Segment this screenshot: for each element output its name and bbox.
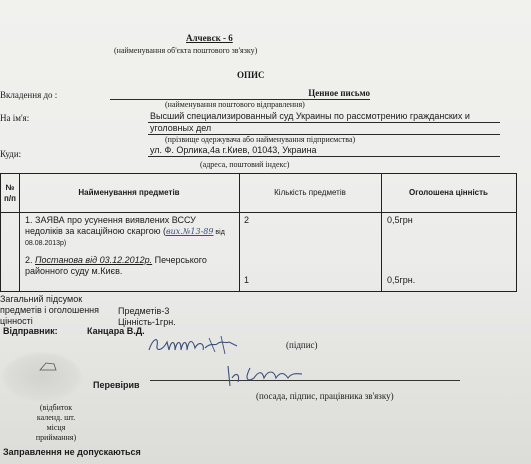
row-1-count: 2 — [244, 215, 250, 225]
attachment-label: Вкладення до : — [0, 90, 58, 100]
row-2-suffix: Печерського — [152, 255, 207, 265]
header-number-line-1: № — [5, 183, 15, 192]
attachment-caption: (найменування поштового відправлення) — [165, 100, 305, 109]
recipient-line-1: Высший специализированный суд Украины по рассмотрению гражданских и — [148, 111, 500, 123]
document-title: ОПИС — [237, 70, 265, 80]
row-1-line-2 — [25, 226, 225, 238]
row-2-prefix: 2. — [25, 255, 36, 265]
attachment-value: Ценное письмо — [110, 88, 370, 100]
row-2-underlined: Постанова від 03.12.2012р. — [35, 255, 153, 265]
sender-label: Відправник: — [3, 326, 58, 336]
row-1-line-3: 08.08.2013р) — [25, 240, 67, 247]
summary-label — [0, 294, 99, 327]
stamp-mark-icon — [38, 360, 58, 374]
row-1-line-2-prefix: недоліків за касаційною скаргою ( — [25, 226, 166, 236]
summary-value-total: Цінність-1грн. — [118, 317, 176, 327]
summary-line-2: предметів і оголошення — [0, 305, 100, 315]
row-1-line-1: 1. ЗАЯВА про усунення виявлених ВССУ — [25, 215, 196, 225]
checked-caption: (посада, підпис, працівника зв'язку) — [256, 391, 394, 401]
row-1-handwritten-ref: вих.№13-89 — [165, 227, 214, 236]
summary-line-3: цінності — [0, 316, 33, 326]
stamp-caption-line-1: (відбиток — [39, 403, 73, 412]
stamp-caption-line-2: календ. шт. — [36, 413, 76, 422]
items-table — [0, 173, 517, 292]
recipient-caption: (прізвище одержувача або найменування підприємства) — [165, 135, 356, 144]
header-value: Оголошена цінність — [409, 188, 488, 197]
stamp-caption-line-3: місця — [46, 423, 66, 432]
sender-signature-icon — [145, 330, 265, 358]
row-2-count: 1 — [244, 275, 250, 285]
stamp-caption — [26, 403, 86, 443]
footer-note: Заправлення не допускаються — [3, 447, 141, 457]
table-row — [25, 255, 207, 277]
row-2-value: 0,5грн. — [387, 275, 416, 285]
row-1-line-2-suffix: від — [213, 229, 225, 236]
recipient-line-2: уголовных дел — [148, 123, 500, 135]
post-office-caption: (найменування об'єкта поштового зв'язку) — [114, 46, 258, 55]
sender-name: Канцара В.Д. — [87, 326, 145, 336]
table-header-divider — [1, 212, 516, 213]
header-items: Найменування предметів — [78, 188, 180, 197]
stamp-caption-line-4: приймання) — [35, 433, 77, 442]
header-count: Кількість предметів — [274, 188, 346, 197]
address-caption: (адреса, поштовий індекс) — [200, 160, 290, 169]
row-1-value: 0,5грн — [387, 215, 413, 225]
address-label: Куди: — [0, 149, 22, 159]
header-number-line-2: п/п — [4, 194, 16, 203]
table-row — [25, 215, 225, 249]
recipient-label: На ім'я: — [0, 113, 30, 123]
checked-label: Перевірив — [93, 380, 140, 390]
signature-caption: (підпис) — [286, 340, 318, 350]
checker-signature-icon — [222, 360, 332, 390]
address-value: ул. Ф. Орлика,4а г.Киев, 01043, Украина — [148, 145, 500, 157]
row-2-line-2: районного суду м.Києв. — [25, 266, 123, 276]
row-2-line-1 — [25, 255, 207, 266]
header-number — [1, 182, 19, 204]
summary-line-1: Загальний підсумок — [0, 294, 83, 304]
summary-items-total: Предметів-3 — [118, 306, 170, 316]
post-office-name: Алчевск - 6 — [186, 33, 233, 43]
